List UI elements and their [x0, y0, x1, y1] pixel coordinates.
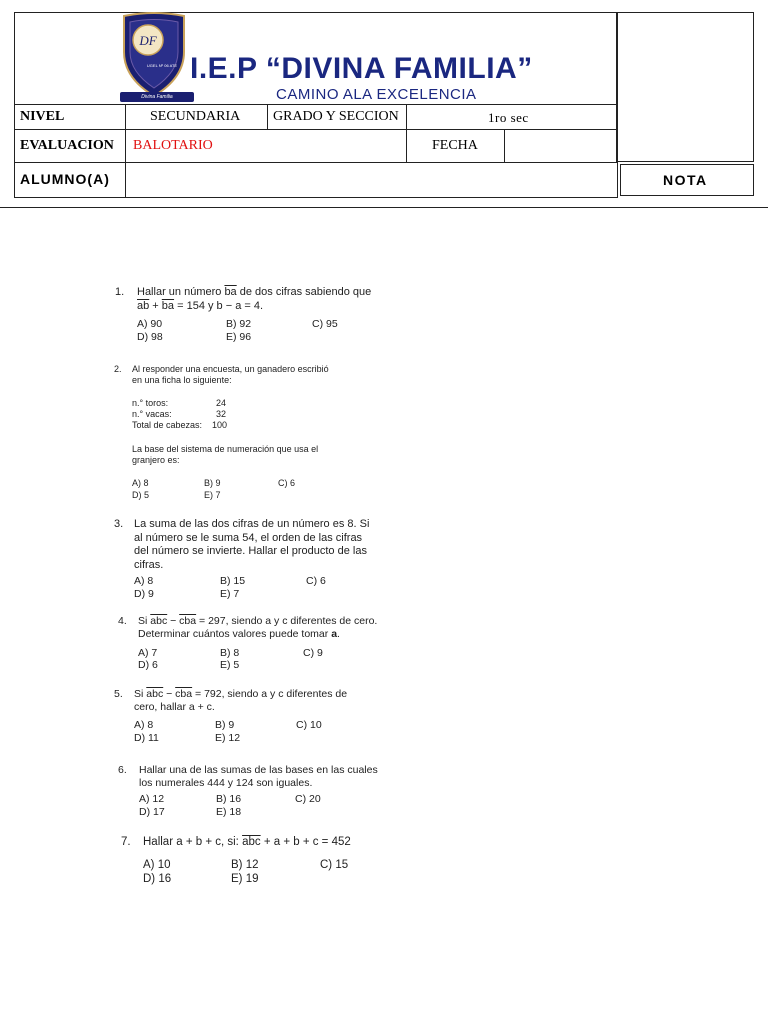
q4-overline-abc: $\overline{abc}$	[150, 615, 168, 627]
q4-option-b: B) 8	[220, 647, 240, 659]
header-divider	[0, 207, 768, 208]
question-5	[114, 688, 364, 714]
q2-option-a: A) 8	[132, 478, 149, 488]
q5-option-d: D) 11	[134, 732, 159, 744]
question-6	[118, 764, 379, 790]
q2-option-e: E) 7	[204, 490, 221, 500]
q1-text-d: = 154 y b − a = 4.	[174, 299, 264, 312]
school-title: I.E.P “DIVINA FAMILIA”	[190, 52, 533, 85]
nivel-value: SECUNDARIA	[150, 109, 241, 124]
grado-label: GRADO Y SECCION	[273, 109, 399, 124]
question-number: 2.	[114, 364, 122, 374]
q5-overline-cba: $\overline{cba}$	[175, 688, 193, 700]
q3-option-c: C) 6	[306, 575, 326, 587]
q3-option-e: E) 7	[220, 588, 240, 600]
q4-text-a: Si	[138, 615, 151, 627]
q7-text-a: Hallar a + b + c, si:	[143, 836, 243, 848]
q7-option-e: E) 19	[231, 873, 259, 885]
question-number: 7.	[121, 836, 131, 848]
q2-question	[132, 444, 352, 466]
q1-option-c: C) 95	[312, 318, 338, 330]
school-shield-logo	[118, 12, 190, 100]
q2-vacas-label: n.° vacas:	[132, 409, 172, 419]
q5-line-2: cero, hallar a + c.	[134, 701, 215, 713]
q7-overline-abc: $\overline{abc}$	[242, 836, 261, 848]
q4-text-line-2: Determinar cuántos valores puede tomar	[138, 628, 332, 640]
q5-text-c: = 792, siendo a y c diferentes de	[192, 688, 348, 700]
q2-option-c: C) 6	[278, 478, 296, 488]
q3-line-2: al número se le suma 54, el orden de las cifras	[134, 531, 363, 544]
question-1	[115, 286, 397, 313]
fecha-label: FECHA	[432, 138, 478, 153]
q1-overline-ba: $\overline{ba}$	[224, 286, 237, 298]
q6-option-b: B) 16	[216, 793, 242, 805]
q5-option-e: E) 12	[215, 732, 241, 744]
logo-sub-text: UGEL Nº 06 ATE	[146, 63, 178, 68]
q7-option-d: D) 16	[143, 873, 172, 885]
alumno-label: ALUMNO(A)	[20, 171, 110, 187]
question-3	[114, 518, 379, 572]
q2-line-3: La base del sistema de numeración que usa el	[132, 444, 319, 454]
nivel-label: NIVEL	[20, 109, 65, 124]
evaluacion-value: BALOTARIO	[133, 138, 213, 153]
q3-line-3: del número se invierte. Hallar el producto de las	[134, 545, 367, 557]
q2-total-label: Total de cabezas:	[132, 420, 203, 430]
q2-line-1: Al responder una encuesta, un ganadero escribió	[132, 364, 329, 374]
q6-line-1: Hallar una de las sumas de las bases en las cuales	[139, 764, 378, 776]
q4-option-e: E) 5	[220, 659, 240, 671]
logo-ribbon: Divina Familia	[120, 92, 194, 102]
fecha-value-cell	[504, 129, 618, 163]
q6-line-2: los numerales 444 y 124 son iguales.	[139, 777, 313, 789]
q7-option-b: B) 12	[231, 859, 259, 871]
q2-toros-value: 24	[216, 398, 227, 408]
q4-overline-cba: $\overline{cba}$	[179, 615, 197, 627]
q6-option-a: A) 12	[139, 793, 165, 805]
q2-total-value: 100	[212, 420, 228, 430]
alumno-value-cell[interactable]	[125, 162, 618, 198]
q2-line-2: en una ficha lo siguiente:	[132, 375, 232, 385]
q5-text-a: Si	[134, 688, 147, 700]
nota-label: NOTA	[663, 172, 708, 188]
q4-option-c: C) 9	[303, 647, 323, 659]
q7-option-c: C) 15	[320, 859, 349, 871]
question-number: 3.	[114, 518, 124, 530]
q1-option-a: A) 90	[137, 318, 163, 330]
q3-option-d: D) 9	[134, 588, 154, 600]
evaluacion-label: EVALUACION	[20, 138, 114, 153]
q4-option-a: A) 7	[138, 647, 158, 659]
grade-box	[616, 12, 754, 162]
q1-overline-ba-2: $\overline{ba}$	[161, 299, 175, 312]
q6-option-e: E) 18	[216, 806, 242, 818]
q5-minus: −	[163, 688, 176, 700]
question-7	[121, 836, 383, 849]
q4-text-c: = 297, siendo a y c diferentes de cero.	[196, 615, 378, 627]
question-2	[114, 364, 352, 386]
question-number: 1.	[115, 286, 125, 298]
q5-overline-abc: $\overline{abc}$	[146, 688, 164, 700]
q2-option-b: B) 9	[204, 478, 221, 488]
q1-option-b: B) 92	[226, 318, 252, 330]
q3-option-a: A) 8	[134, 575, 154, 587]
q1-plus: +	[149, 299, 162, 312]
question-number: 5.	[114, 688, 123, 700]
q2-line-4: granjero es:	[132, 455, 180, 465]
logo-monogram: DF	[139, 33, 157, 48]
q7-option-a: A) 10	[143, 859, 171, 871]
q1-overline-ab: $\overline{ab}$	[137, 299, 150, 312]
q5-option-b: B) 9	[215, 719, 235, 731]
q2-option-d: D) 5	[132, 490, 150, 500]
q4-minus: −	[167, 615, 180, 627]
q6-option-c: C) 20	[295, 793, 321, 805]
question-4: 4. Si $\overline{abc} - \overline{cba} = 297$, siendo a y c diferentes de cero. Determinar cuántos valores puede tomar a.	[118, 615, 378, 640]
q3-line-1: La suma de las dos cifras de un número es 8. Si	[134, 518, 370, 530]
q3-line-4: cifras.	[134, 558, 164, 571]
q1-option-e: E) 96	[226, 331, 252, 343]
q1-option-d: D) 98	[137, 331, 163, 343]
q1-text-a: Hallar un número	[137, 286, 225, 298]
q6-option-d: D) 17	[139, 806, 165, 818]
q4-option-d: D) 6	[138, 659, 158, 671]
q2-toros-label: n.° toros:	[132, 398, 169, 408]
q3-option-b: B) 15	[220, 575, 246, 587]
q5-option-c: C) 10	[296, 719, 322, 731]
school-motto: CAMINO ALA EXCELENCIA	[276, 86, 477, 103]
question-number: 6.	[118, 764, 127, 776]
q4-bold-a: a	[331, 628, 338, 640]
q1-text-b: de dos cifras sabiendo que	[236, 286, 372, 298]
question-number: 4.	[118, 615, 127, 627]
q2-table	[132, 398, 252, 431]
q5-option-a: A) 8	[134, 719, 154, 731]
q2-vacas-value: 32	[216, 409, 227, 419]
q7-text-b: + a + b + c = 452	[260, 836, 351, 848]
grado-value: 1ro sec	[488, 110, 529, 125]
